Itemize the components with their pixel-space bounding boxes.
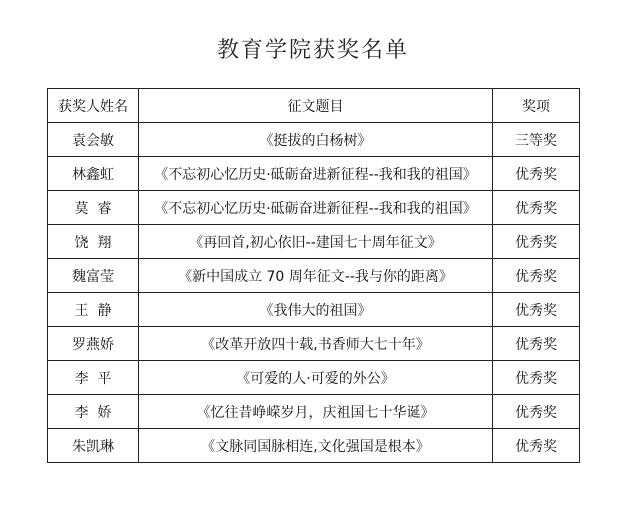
table-row: [48, 259, 580, 293]
cell-title: 《文脉同国脉相连,文化强国是根本》: [139, 429, 493, 463]
table-row: [48, 225, 580, 259]
cell-title: 《挺拔的白杨树》: [139, 123, 493, 157]
cell-title: 《可爱的人·可爱的外公》: [139, 361, 493, 395]
table-row: [48, 395, 580, 429]
table-row: [48, 293, 580, 327]
table-row: [48, 157, 580, 191]
cell-name: 林鑫虹: [48, 157, 139, 191]
cell-title: 《不忘初心忆历史·砥砺奋进新征程--我和我的祖国》: [139, 191, 493, 225]
cell-name: 饶 翔: [48, 225, 139, 259]
table-row: [48, 429, 580, 463]
cell-name: 王 静: [48, 293, 139, 327]
table-header-row: [48, 89, 580, 123]
cell-name: 罗燕娇: [48, 327, 139, 361]
table-row: [48, 361, 580, 395]
table-row: [48, 191, 580, 225]
cell-name: 朱凯琳: [48, 429, 139, 463]
cell-award: 优秀奖: [493, 429, 580, 463]
cell-name: 李 平: [48, 361, 139, 395]
cell-award: 优秀奖: [493, 157, 580, 191]
header-title: 征文题目: [139, 89, 493, 123]
cell-award: 优秀奖: [493, 361, 580, 395]
cell-award: 优秀奖: [493, 259, 580, 293]
cell-title: 《改革开放四十载,书香师大七十年》: [139, 327, 493, 361]
cell-award: 优秀奖: [493, 327, 580, 361]
cell-name: 李 娇: [48, 395, 139, 429]
awards-table: [47, 88, 580, 463]
header-name: 获奖人姓名: [48, 89, 139, 123]
cell-name: 魏富莹: [48, 259, 139, 293]
cell-award: 三等奖: [493, 123, 580, 157]
cell-title: 《忆往昔峥嵘岁月，庆祖国七十华诞》: [139, 395, 493, 429]
cell-title: 《不忘初心忆历史·砥砺奋进新征程--我和我的祖国》: [139, 157, 493, 191]
cell-award: 优秀奖: [493, 395, 580, 429]
cell-award: 优秀奖: [493, 191, 580, 225]
page-title: 教育学院获奖名单: [216, 38, 409, 63]
cell-award: 优秀奖: [493, 225, 580, 259]
cell-award: 优秀奖: [493, 293, 580, 327]
cell-name: 莫 睿: [48, 191, 139, 225]
cell-title: 《我伟大的祖国》: [139, 293, 493, 327]
cell-title: 《新中国成立 70 周年征文--我与你的距离》: [139, 259, 493, 293]
header-award: 奖项: [493, 89, 580, 123]
table-row: [48, 123, 580, 157]
cell-title: 《再回首,初心依旧--建国七十周年征文》: [139, 225, 493, 259]
table-row: [48, 327, 580, 361]
cell-name: 袁会敏: [48, 123, 139, 157]
